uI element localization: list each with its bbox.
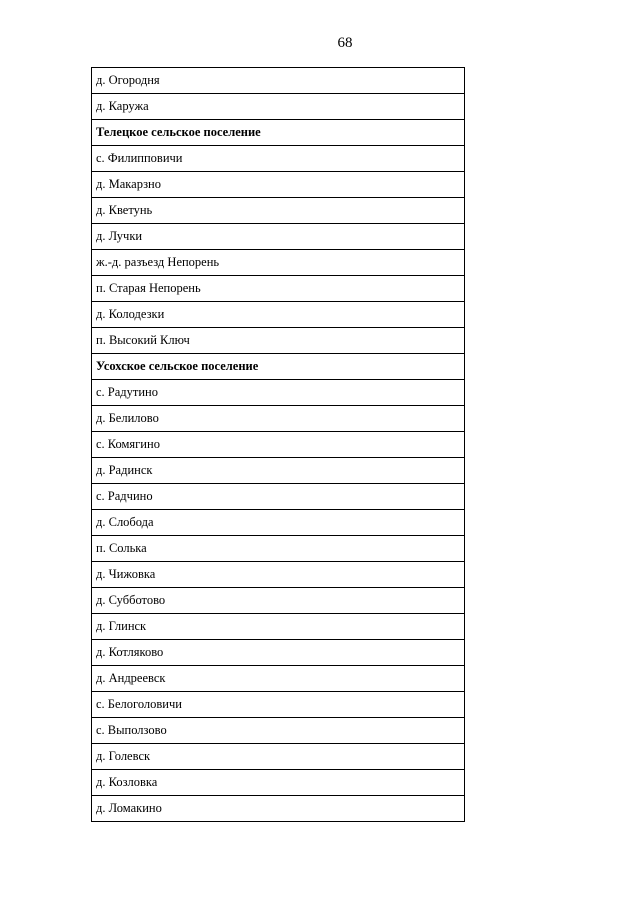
- settlement-name-cell: с. Выползово: [92, 718, 465, 744]
- table-row: [92, 224, 465, 250]
- section-heading-cell: Усохское сельское поселение: [92, 354, 465, 380]
- settlement-name-cell: п. Солька: [92, 536, 465, 562]
- settlement-name-cell: с. Комягино: [92, 432, 465, 458]
- table-row: [92, 484, 465, 510]
- table-row: [92, 380, 465, 406]
- settlement-name-cell: с. Радутино: [92, 380, 465, 406]
- table-row: [92, 614, 465, 640]
- settlement-name-cell: с. Белоголовичи: [92, 692, 465, 718]
- table-row: [92, 68, 465, 94]
- settlements-table-body: [92, 68, 465, 822]
- settlement-name-cell: д. Чижовка: [92, 562, 465, 588]
- settlement-name-cell: д. Голевск: [92, 744, 465, 770]
- settlement-name-cell: д. Козловка: [92, 770, 465, 796]
- settlement-name-cell: с. Филипповичи: [92, 146, 465, 172]
- table-row: [92, 328, 465, 354]
- table-row: [92, 640, 465, 666]
- settlement-name-cell: д. Ломакино: [92, 796, 465, 822]
- settlement-name-cell: д. Макарзно: [92, 172, 465, 198]
- section-heading-cell: Телецкое сельское поселение: [92, 120, 465, 146]
- table-row: [92, 276, 465, 302]
- settlements-table: [91, 67, 465, 822]
- table-row: [92, 536, 465, 562]
- page-number: 68: [337, 35, 353, 51]
- table-row: [92, 198, 465, 224]
- section-heading-row: [92, 120, 465, 146]
- table-row: [92, 94, 465, 120]
- settlement-name-cell: с. Радчино: [92, 484, 465, 510]
- table-row: [92, 510, 465, 536]
- settlement-name-cell: д. Андреевск: [92, 666, 465, 692]
- table-row: [92, 172, 465, 198]
- settlement-name-cell: п. Старая Непорень: [92, 276, 465, 302]
- table-row: [92, 458, 465, 484]
- section-heading-row: [92, 354, 465, 380]
- settlement-name-cell: д. Колодезки: [92, 302, 465, 328]
- settlement-name-cell: д. Котляково: [92, 640, 465, 666]
- table-row: [92, 588, 465, 614]
- settlement-name-cell: д. Радинск: [92, 458, 465, 484]
- table-row: [92, 146, 465, 172]
- table-row: [92, 406, 465, 432]
- settlement-name-cell: д. Каружа: [92, 94, 465, 120]
- table-row: [92, 666, 465, 692]
- table-row: [92, 692, 465, 718]
- table-row: [92, 744, 465, 770]
- table-row: [92, 562, 465, 588]
- settlement-name-cell: д. Глинск: [92, 614, 465, 640]
- table-row: [92, 432, 465, 458]
- settlement-name-cell: п. Высокий Ключ: [92, 328, 465, 354]
- table-row: [92, 796, 465, 822]
- settlement-name-cell: ж.-д. разъезд Непорень: [92, 250, 465, 276]
- settlement-name-cell: д. Кветунь: [92, 198, 465, 224]
- settlement-name-cell: д. Слобода: [92, 510, 465, 536]
- settlement-name-cell: д. Огородня: [92, 68, 465, 94]
- settlement-name-cell: д. Белилово: [92, 406, 465, 432]
- table-row: [92, 250, 465, 276]
- table-row: [92, 718, 465, 744]
- settlement-name-cell: д. Лучки: [92, 224, 465, 250]
- settlement-name-cell: д. Субботово: [92, 588, 465, 614]
- table-row: [92, 770, 465, 796]
- table-row: [92, 302, 465, 328]
